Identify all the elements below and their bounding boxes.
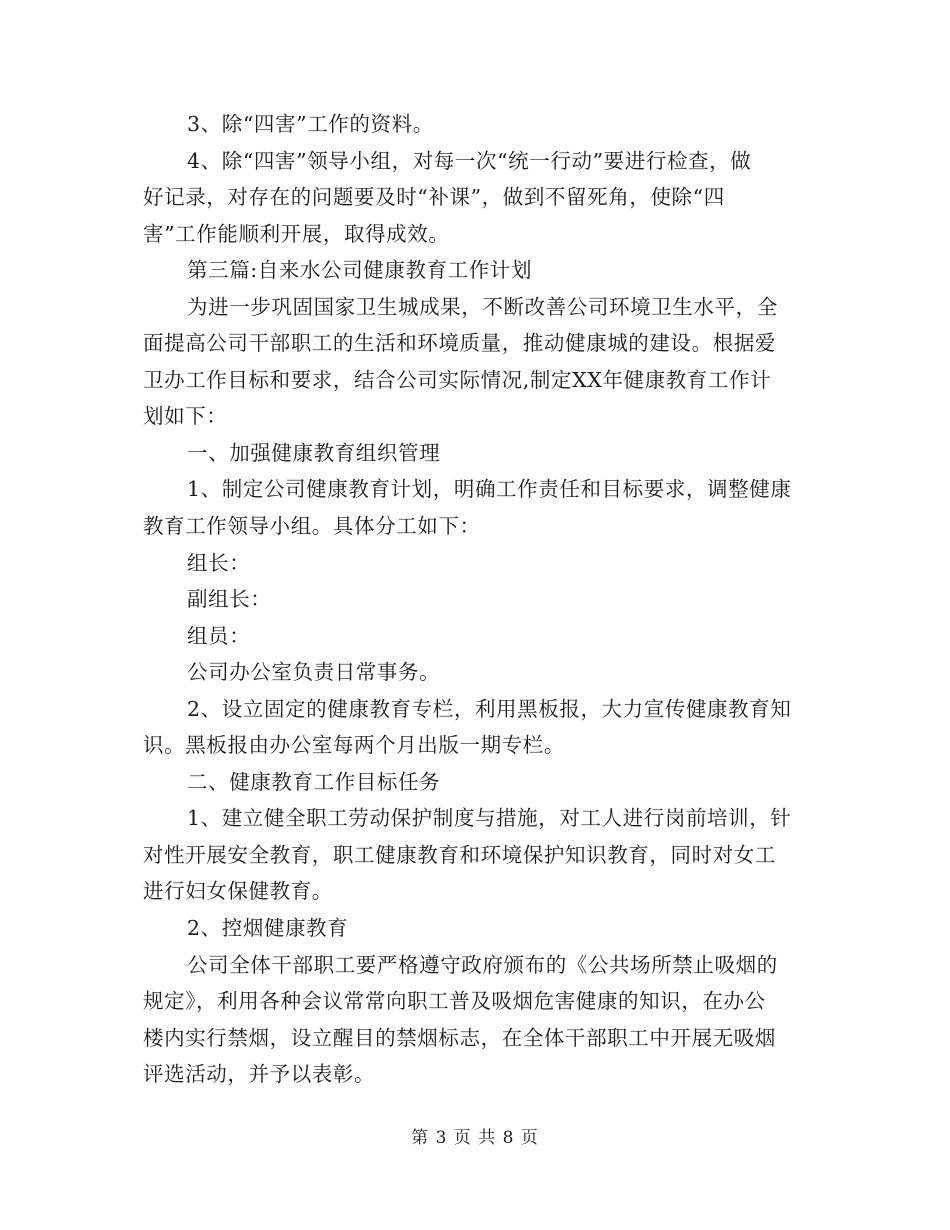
paragraph-line: 好记录，对存在的问题要及时“补课”，做到不留死角，使除“四	[143, 185, 725, 210]
paragraph-line: 2、设立固定的健康教育专栏，利用黑板报，大力宣传健康教育知	[187, 696, 792, 721]
paragraph-line: 公司全体干部职工要严格遵守政府颁布的《公共场所禁止吸烟的	[187, 952, 778, 977]
paragraph-line: 评选活动，并予以表彰。	[143, 1062, 376, 1087]
role-line-deputy-leader: 副组长：	[187, 587, 272, 612]
paragraph-line: 楼内实行禁烟，设立醒目的禁烟标志，在全体干部职工中开展无吸烟	[143, 1025, 776, 1050]
paragraph-line: 教育工作领导小组。具体分工如下：	[143, 514, 481, 539]
paragraph-line: 对性开展安全教育，职工健康教育和环境保护知识教育，同时对女工	[143, 842, 776, 867]
paragraph-line: 4、除“四害”领导小组，对每一次“统一行动”要进行检查，做	[187, 148, 752, 173]
paragraph-line: 面提高公司干部职工的生活和环境质量，推动健康城的建设。根据爱	[143, 331, 776, 356]
document-body	[143, 106, 811, 1093]
paragraph-line: 为进一步巩固国家卫生城成果，不断改善公司环境卫生水平，全	[187, 294, 778, 319]
paragraph-line: 1、制定公司健康教育计划，明确工作责任和目标要求，调整健康	[187, 477, 792, 502]
subsection-heading: 2、控烟健康教育	[187, 916, 349, 941]
paragraph-line: 识。黑板报由办公室每两个月出版一期专栏。	[143, 733, 565, 758]
paragraph-line: 1、建立健全职工劳动保护制度与措施，对工人进行岗前培训，针	[187, 806, 792, 831]
paragraph-line: 害”工作能顺利开展，取得成效。	[143, 221, 450, 246]
paragraph-line: 划如下：	[143, 404, 228, 429]
section-heading: 二、健康教育工作目标任务	[187, 769, 441, 794]
paragraph-line: 公司办公室负责日常事务。	[187, 660, 441, 685]
paragraph-line: 进行妇女保健教育。	[143, 879, 333, 904]
paragraph-line: 规定》，利用各种会议常常向职工普及吸烟危害健康的知识，在办公	[143, 989, 766, 1014]
paragraph-line: 3、除“四害”工作的资料。	[187, 112, 434, 136]
role-line-leader: 组长：	[187, 550, 251, 575]
page-number-footer: 第 3 页 共 8 页	[411, 1128, 539, 1148]
section-title: 第三篇:自来水公司健康教育工作计划	[187, 258, 533, 283]
paragraph-line: 卫办工作目标和要求，结合公司实际情况,制定XX年健康教育工作计	[143, 367, 772, 392]
section-heading: 一、加强健康教育组织管理	[187, 440, 441, 465]
role-line-members: 组员：	[187, 623, 251, 648]
